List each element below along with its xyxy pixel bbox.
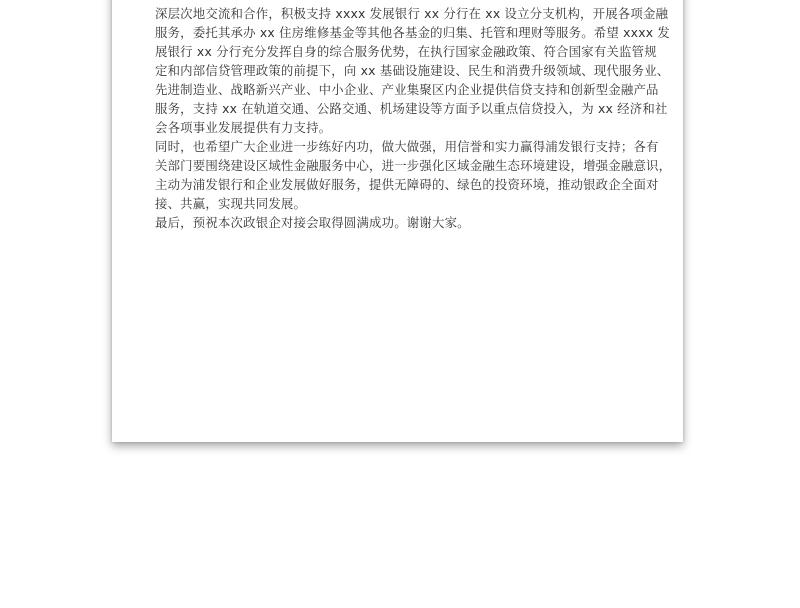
text-line: 服务，委托其承办 xx 住房维修基金等其他各基金的归集、托管和理财等服务。希望 xxxx 发 — [155, 25, 671, 40]
text-line: 主动为浦发银行和企业发展做好服务，提供无障碍的、绿色的投资环境，推动银政企全面对 — [155, 177, 659, 192]
text-line: 展银行 xx 分行充分发挥自身的综合服务优势，在执行国家金融政策、符合国家有关监管规 — [155, 44, 657, 59]
text-line: 服务，支持 xx 在轨道交通、公路交通、机场建设等方面予以重点信贷投入，为 xx 经济和社 — [155, 101, 668, 116]
text-line: 先进制造业、战略新兴产业、中小企业、产业集聚区内企业提供信贷支持和创新型金融产品 — [155, 82, 659, 97]
text-line: 深层次地交流和合作，积极支持 xxxx 发展银行 xx 分行在 xx 设立分支机构，开展各项金融 — [155, 6, 669, 21]
text-line: 会各项事业发展提供有力支持。 — [155, 120, 332, 135]
text-line: 最后，预祝本次政银企对接会取得圆满成功。谢谢大家。 — [155, 215, 470, 230]
text-line: 同时，也希望广大企业进一步练好内功，做大做强，用信誉和实力赢得浦发银行支持；各有 — [155, 139, 659, 154]
text-line: 定和内部信贷管理政策的前提下，向 xx 基础设施建设、民生和消费升级领域、现代服务业、 — [155, 63, 670, 78]
document-body — [155, 4, 672, 232]
text-line: 接、共赢，实现共同发展。 — [155, 196, 307, 211]
text-line: 关部门要围绕建设区域性金融服务中心，进一步强化区域金融生态环境建设，增强金融意识， — [155, 158, 672, 173]
